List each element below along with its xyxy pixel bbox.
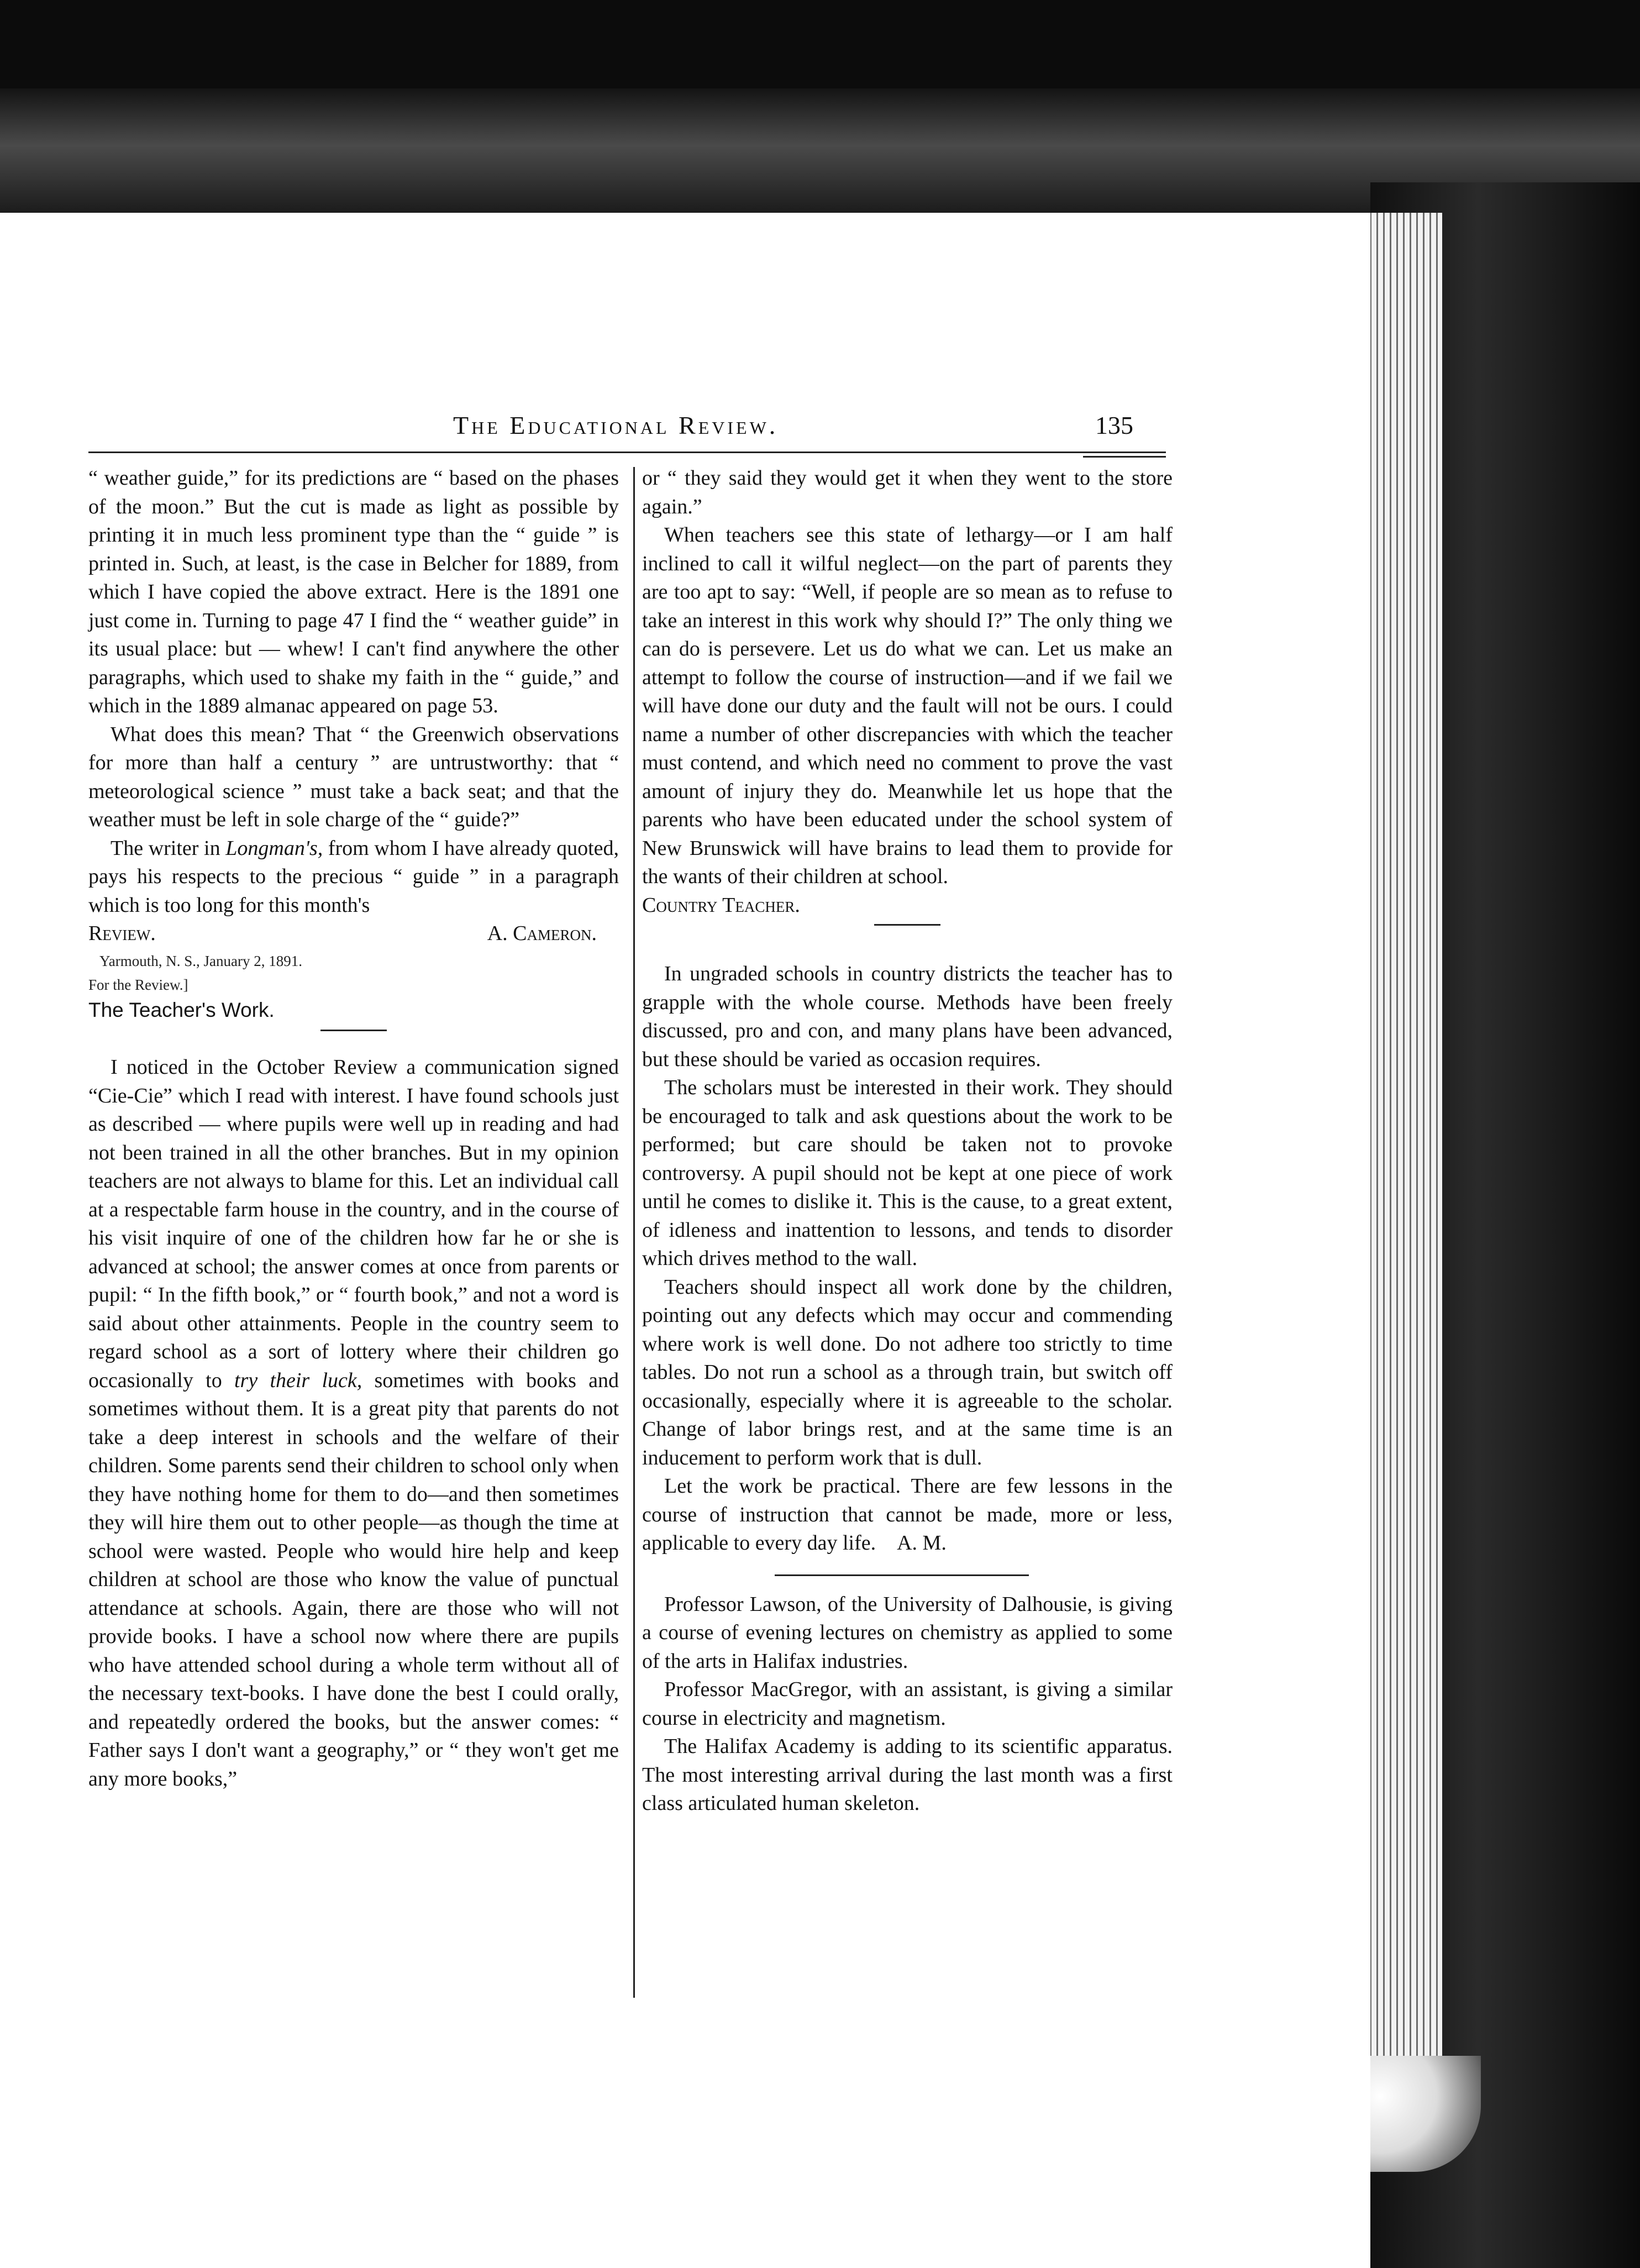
paragraph: Professor MacGregor, with an assistant, is giving a similar course in electricity and magnetism.	[642, 1678, 1173, 1730]
italic-run: try their luck,	[234, 1368, 362, 1392]
text-run: Let the work be practical. There are few lessons in the course of instruction that cannot be made, more or less, applicable to every day life.	[642, 1474, 1173, 1555]
for-review-note: For the Review.]	[88, 976, 188, 993]
signature-am: A. M.	[897, 1531, 947, 1555]
paragraph: When teachers see this state of lethargy—or I am half inclined to call it wilful neglect—on the part of parents they are too apt to say: “Well, if people are so mean as to refuse to take an interest in this work why should I?” The only thing we can do is persevere. Let us do what we can. Let us make an attempt to follow the course of instruction—and if we fail we will have done our duty and the fault will not be ours. I could name a number of other discrepancies with which the teacher must contend, and which need no comment to prove the vast amount of injury they do. Meanwhile let us hope that the parents who have been educated under the school system of New Brunswick will have brains to lead them to provide for the wants of their children at school.	[642, 523, 1173, 888]
signoff-review: Review.	[88, 922, 156, 945]
paragraph: The scholars must be interested in their work. They should be encouraged to talk and ask questions about the work to be performed; but care should be taken not to provoke controversy. A pupil should not be kept at one piece of work until he comes to dislike it. This is the cause, to a great extent, of idleness and inattention to lessons, and tends to disorder which drives method to the wall.	[642, 1076, 1173, 1270]
right-column	[642, 464, 1173, 1818]
running-title: The Educational Review.	[453, 411, 779, 439]
page-number: 135	[1095, 411, 1133, 439]
text-run: I noticed in the October Review a communication signed “Cie-Cie” which I read with interest. I have found schools just as described — where pupils were well up in reading and had not been trained in all the other branches. But in my opinion teachers are not always to blame for this. Let an individual call at a respectable farm house in the country, and in the course of his visit inquire of one of the children how far he or she is advanced at school; the answer comes at once from parents or pupil: “ In the fifth book,” or “ fourth book,” and not a word is said about other attainments. People in the country seem to regard school as a sort of lottery where their children go occasionally to	[88, 1056, 619, 1392]
signature-country-teacher: Country Teacher.	[642, 893, 800, 917]
text-run: sometimes with books and sometimes without them. It is a great pity that parents do not take a deep interest in schools and the welfare of their children. Some parents send their children to school only when they have nothing home for them to do—and then sometimes they will hire them out to other people—as though the time at school were wasted. People who would hire help and keep children at school are those who know the value of punctual attendance at schools. Again, there are those who will not provide books. I have a school now where there are pupils who have attended school during a whole term without all of the necessary text-books. I have done the best I could orally, and repeatedly ordered the books, but the answer comes: “ Father says I don't want a geography,” or “ they won't get me any more books,”	[88, 1368, 619, 1791]
signoff-line	[88, 920, 619, 948]
dateline: Yarmouth, N. S., January 2, 1891.	[99, 952, 303, 969]
book-page	[0, 213, 1370, 2268]
paragraph: Professor Lawson, of the University of Dalhousie, is giving a course of evening lectures on chemistry as applied to some of the arts in Halifax industries.	[642, 1592, 1173, 1673]
paragraph: “ weather guide,” for its predictions are “ based on the phases of the moon.” But the cut is made as light as possible by printing it in much less prominent type than the “ guide ” is printed in. Such, at least, is the case in Belcher for 1889, from which I have copied the above extract. Here is the 1891 one just come in. Turning to page 47 I find the “ weather guide” in its usual place: but — whew! I can't find anywhere the other paragraphs, which used to shake my faith in the “ guide,” and which in the 1889 almanac appeared on page 53.	[88, 466, 619, 717]
paragraph: or “ they said they would get it when they went to the store again.”	[642, 466, 1173, 518]
scanner-background-top	[0, 0, 1640, 88]
text-run: The writer in	[111, 836, 226, 860]
paragraph-teacher	[88, 1053, 619, 1793]
section-rule	[874, 924, 940, 926]
left-column	[88, 464, 619, 1793]
section-rule	[775, 1574, 1029, 1576]
paragraph: Teachers should inspect all work done by the children, pointing out any defects which may occur and commending where work is well done. Do not adhere too strictly to time tables. Do not run a school as a through train, but switch off occasionally, especially where it is agreeable to the scholar. Change of labor brings rest, and at the same time is an inducement to perform work that is dull.	[642, 1275, 1173, 1469]
book-page-edges	[1365, 213, 1442, 2147]
column-divider	[633, 467, 635, 1998]
paragraph: In ungraded schools in country districts the teacher has to grapple with the whole course. Methods have been freely discussed, pro and con, and many plans have been advanced, but these should be varied as occasion requires.	[642, 962, 1173, 1071]
author-signature: A. Cameron.	[487, 922, 597, 945]
italic-run: Longman's,	[225, 836, 323, 860]
paragraph-longman	[88, 834, 619, 920]
header-rule-double	[1083, 456, 1166, 458]
title-rule	[320, 1030, 387, 1031]
paragraph: What does this mean? That “ the Greenwich observations for more than half a century ” are untrustworthy: that “ meteorological science ” must take a back seat; and that the weather must be left in sole charge of the “ guide?”	[88, 722, 619, 831]
header-rule	[88, 452, 1166, 453]
article-title: The Teacher's Work.	[88, 998, 275, 1021]
paragraph-practical	[642, 1472, 1173, 1558]
page-header	[0, 406, 1370, 445]
paragraph: The Halifax Academy is adding to its scientific apparatus. The most interesting arrival during the last month was a first class articulated human skeleton.	[642, 1735, 1173, 1815]
text-run: from whom I have already quoted, pays his respects to the precious “ guide ” in a paragraph which is too long for this month's	[88, 836, 619, 917]
